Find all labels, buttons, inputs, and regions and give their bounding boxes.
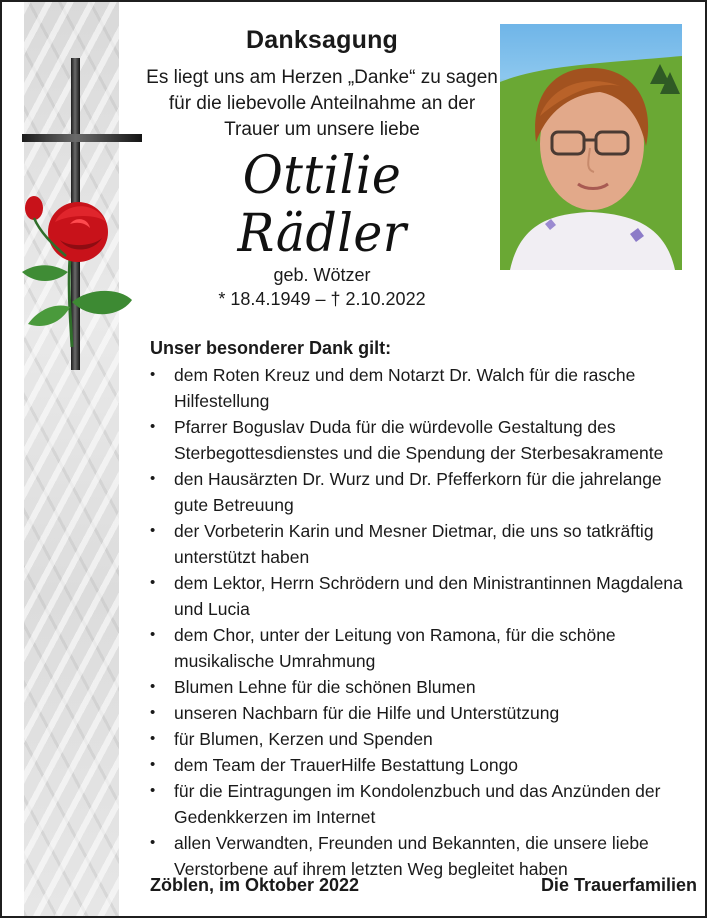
thanks-item: • allen Verwandten, Freunden und Bekannten, die unsere liebe Verstorbene auf ihrem letzten Weg begleitet haben xyxy=(150,830,694,882)
intro-line: für die liebevolle Anteilnahme an der xyxy=(168,93,476,114)
thanks-item: • dem Lektor, Herrn Schrödern und den Ministrantinnen Magdalena und Lucia xyxy=(150,570,694,622)
born-name: geb. Wötzer xyxy=(273,265,371,285)
thanks-item: • Blumen Lehne für die schönen Blumen xyxy=(150,674,694,700)
notice-title: Danksagung xyxy=(245,26,399,54)
thanks-item: • dem Roten Kreuz und dem Notarzt Dr. Walch für die rasche Hilfestellung xyxy=(150,362,694,414)
thanks-item: • dem Chor, unter der Leitung von Ramona, für die schöne musikalische Umrahmung xyxy=(150,622,694,674)
thanks-item: • den Hausärzten Dr. Wurz und Dr. Pfefferkorn für die jahrelange gute Betreuung xyxy=(150,466,694,518)
intro-text xyxy=(142,65,502,143)
signature: Die Trauerfamilien xyxy=(540,875,697,895)
deceased-name: Ottilie Rädler xyxy=(237,146,407,264)
intro-line: Es liegt uns am Herzen „Danke“ zu sagen xyxy=(146,67,498,88)
thanks-list xyxy=(150,362,706,882)
thanks-item: • Pfarrer Boguslav Duda für die würdevolle Gestaltung des Sterbegottesdienstes und die Spendung der Sterbesakramente xyxy=(150,414,694,466)
thanks-item: • für Blumen, Kerzen und Spenden xyxy=(150,726,694,752)
thanks-heading: Unser besonderer Dank gilt: xyxy=(150,338,392,358)
thanks-item: • dem Team der TrauerHilfe Bestattung Longo xyxy=(150,752,694,778)
place-date: Zöblen, im Oktober 2022 xyxy=(150,875,360,895)
portrait-photo xyxy=(500,24,682,270)
intro-line: Trauer um unsere liebe xyxy=(224,119,420,140)
thanks-item: • unseren Nachbarn für die Hilfe und Unterstützung xyxy=(150,700,694,726)
rose-icon xyxy=(10,192,140,357)
thanks-item: • der Vorbeterin Karin und Mesner Dietmar, die uns so tatkräftig unterstützt haben xyxy=(150,518,694,570)
header-block xyxy=(142,24,502,311)
life-dates: * 18.4.1949 – † 2.10.2022 xyxy=(218,289,426,309)
thanks-item: • für die Eintragungen im Kondolenzbuch und das Anzünden der Gedenkkerzen im Internet xyxy=(150,778,694,830)
thanks-section xyxy=(150,335,706,882)
